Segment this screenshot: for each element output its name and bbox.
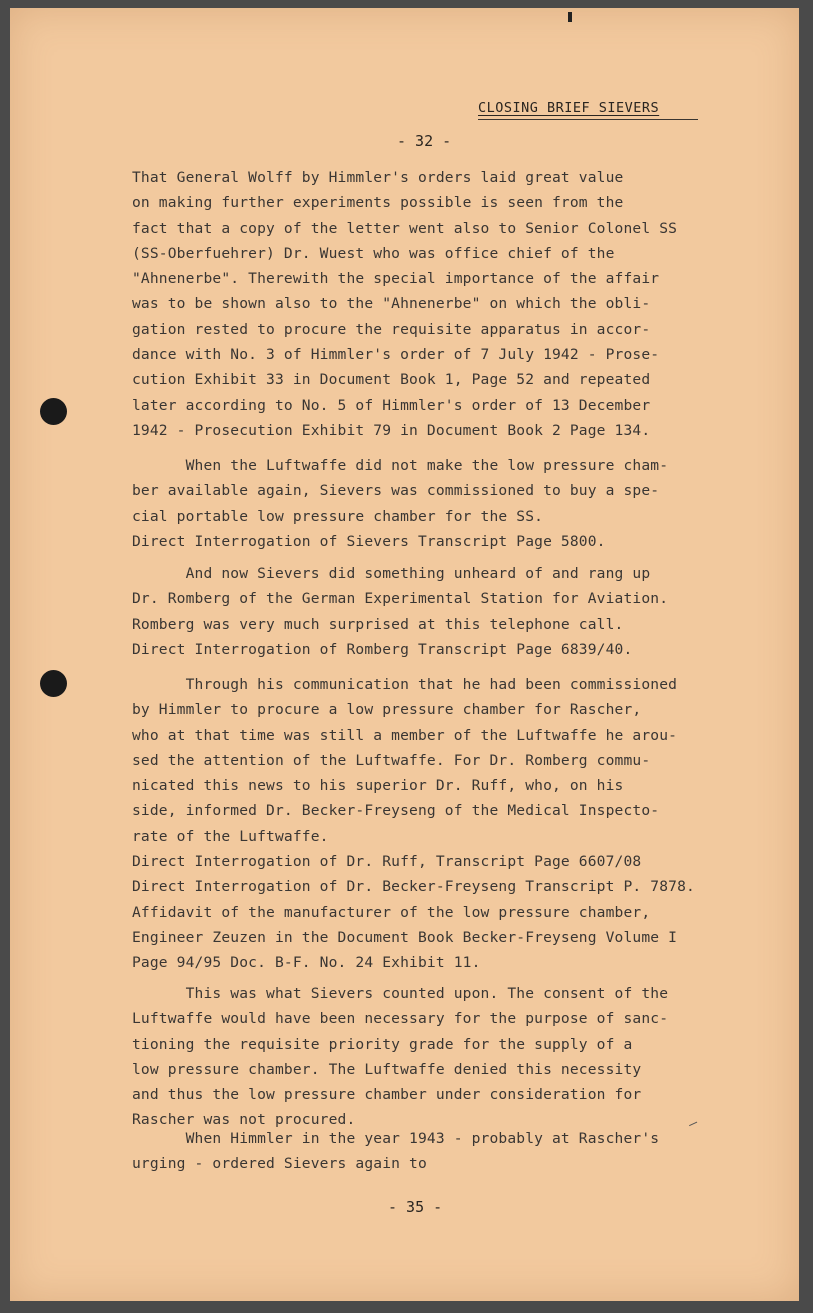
punch-hole-bottom — [40, 670, 67, 697]
page-number-top: - 32 - — [397, 132, 452, 150]
staple-mark — [568, 12, 572, 22]
pencil-mark: ⸝ — [686, 1109, 703, 1132]
paragraph-3: And now Sievers did something unheard of and rang up Dr. Romberg of the German Experimental Station for Aviation. Romberg was very much surprised at this telephone call. Direct Interrogation of Romberg Transcript Page 6839/40. — [132, 565, 669, 658]
page-number-bottom: - 35 - — [388, 1198, 443, 1216]
punch-hole-top — [40, 398, 67, 425]
paragraph-1: That General Wolff by Himmler's orders laid great value on making further experiments possible is seen from the fact that a copy of the letter went also to Senior Colonel SS (SS-Oberfuehrer) Dr. Wuest who was office chief of the "Ahnenerbe". Therewith the special importance of the affair was to be shown also to the "Ahnenerbe" on which the obli- gation rested to procure the requisite apparatus in accor- dance with No. 3 of Himmler's order of 7 July 1942 - Prose- cution Exhibit 33 in Document Book 1, Page 52 and repeated later according to No. 5 of Himmler's order of 13 December 1942 - Prosecution Exhibit 79 in Document Book 2 Page 134. — [132, 169, 678, 439]
paragraph-5: This was what Sievers counted upon. The consent of the Luftwaffe would have been necessary for the purpose of sanc- tioning the requisite priority grade for the supply of a low pressure chamber. The Luftwaffe denied this necessity and thus the low pressure chamber under consideration for Rascher was not procured. — [132, 985, 669, 1129]
closing-brief-header: CLOSING BRIEF SIEVERS — [478, 100, 660, 116]
document-page — [10, 8, 799, 1301]
paragraph-6: When Himmler in the year 1943 - probably at Rascher's urging - ordered Sievers again to — [132, 1130, 660, 1173]
paragraph-4: Through his communication that he had been commissioned by Himmler to procure a low pressure chamber for Rascher, who at that time was still a member of the Luftwaffe he arou- sed the attention of the Luftwaffe. For Dr. Romberg commu- nicated this news to his superior Dr. Ruff, who, on his side, informed Dr. Becker-Freyseng of the Medical Inspecto- rate of the Luftwaffe. Direct Interrogation of Dr. Ruff, Transcript Page 6607/08 Direct Interrogation of Dr. Becker-Freyseng Transcript P. 7878. Affidavit of the manufacturer of the low pressure chamber, Engineer Zeuzen in the Document Book Becker-Freyseng Volume I Page 94/95 Doc. B-F. No. 24 Exhibit 11. — [132, 676, 695, 972]
paragraph-2: When the Luftwaffe did not make the low pressure cham- ber available again, Sievers was commissioned to buy a spe- cial portable low pressure chamber for the SS. Direct Interrogation of Sievers Transcript Page 5800. — [132, 457, 669, 550]
header-underline — [478, 119, 698, 120]
